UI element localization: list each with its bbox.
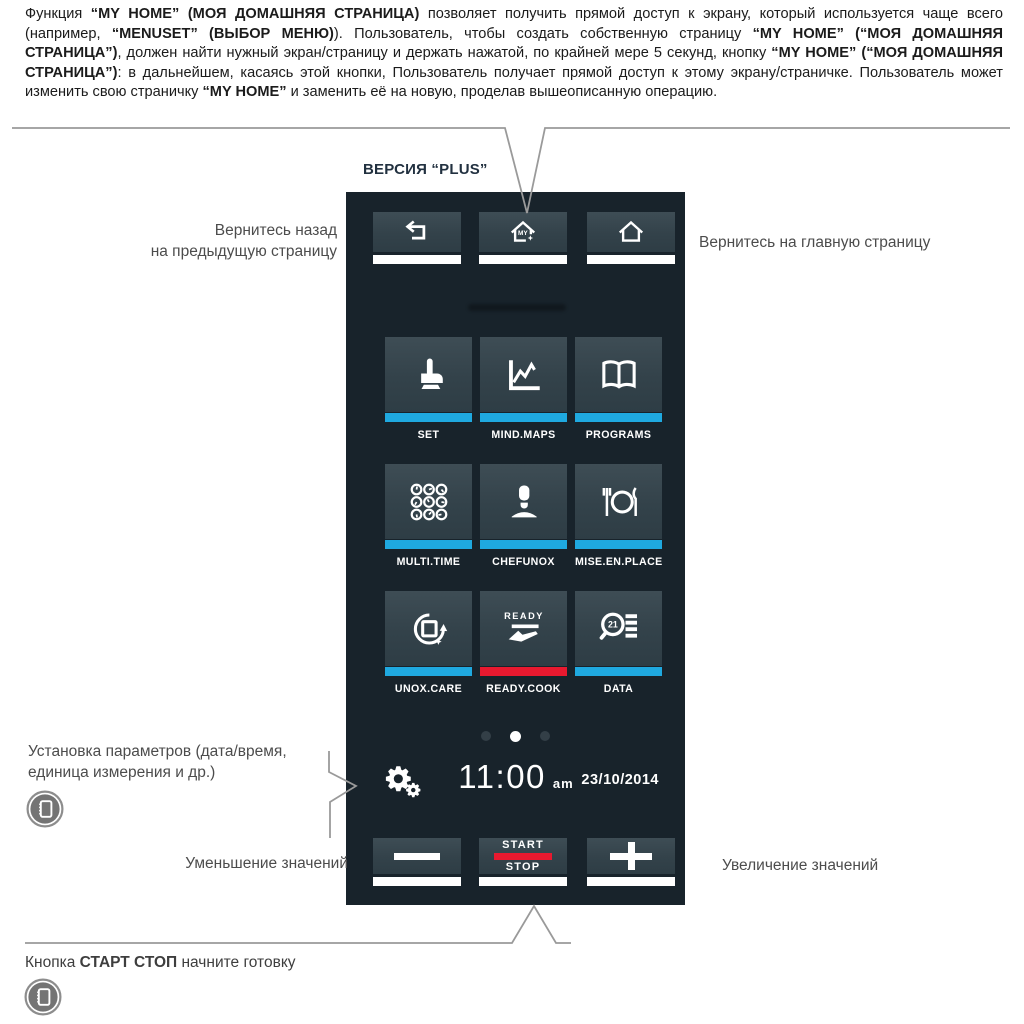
start-stop-button[interactable] <box>479 838 567 886</box>
tile-set[interactable] <box>385 337 472 441</box>
mindmaps-icon <box>501 352 547 398</box>
manual-reference-icon <box>23 977 63 1017</box>
tile-label: DATA <box>603 683 634 695</box>
tile-label: MIND.MAPS <box>491 429 556 441</box>
chefunox-icon <box>501 479 547 525</box>
tile-label: SET <box>417 429 440 441</box>
start-label: START <box>502 838 544 851</box>
tile-mind.maps[interactable] <box>480 337 567 441</box>
minus-icon <box>394 853 440 860</box>
set-icon <box>406 352 452 398</box>
svg-text:MY: MY <box>518 230 528 237</box>
button-underline <box>479 255 567 264</box>
page-dots <box>346 730 685 742</box>
unoxcare-icon <box>406 606 452 652</box>
tile-label: CHEFUNOX <box>492 556 555 568</box>
annotation-decrease: Уменьшение значений <box>185 855 348 872</box>
callout-startstop <box>25 906 571 943</box>
start-stop-red-bar <box>494 853 552 860</box>
clock <box>424 758 608 796</box>
button-underline <box>587 877 675 886</box>
stop-label: STOP <box>505 860 541 873</box>
annotation-params-line1: Установка параметров (дата/время, <box>28 743 287 760</box>
version-label: ВЕРСИЯ “PLUS” <box>363 161 488 178</box>
manual-reference-icon <box>25 789 65 829</box>
tile-label: MULTI.TIME <box>396 556 461 568</box>
intro-paragraph: Функция “MY HOME” (МОЯ ДОМАШНЯЯ СТРАНИЦА) позволяет получить прямой доступ к экрану, который используется чаще всего (например, “MENUSET” (ВЫБОР МЕНЮ)). Пользователь, чтобы создать собственную страницу “MY HOME” (“МОЯ ДОМАШНЯЯ СТРАНИЦА”), должен найти нужный экран/страницу и держать нажатой, по крайней мере 5 секунд, кнопку “MY HOME” (“МОЯ ДОМАШНЯЯ СТРАНИЦА”): в дальнейшем, касаясь этой кнопки, Пользователь получает прямой доступ к этому экрану/страничке. Пользователь может изменить свою страничку “MY HOME” и заменить её на новую, проделав вышеописанную операцию. <box>25 6 1004 101</box>
annotation-home: Вернитесь на главную страницу <box>699 234 931 251</box>
tile-label: READY.COOK <box>486 683 561 695</box>
clock-time: 11:00 <box>458 758 546 795</box>
tile-unox.care[interactable] <box>385 591 472 695</box>
page-dot-0[interactable] <box>481 731 491 741</box>
annotation-start-stop: Кнопка СТАРТ СТОП начните готовку <box>25 954 296 971</box>
decrease-button[interactable] <box>373 838 461 886</box>
tile-underline <box>385 540 472 549</box>
svg-text:21: 21 <box>607 619 618 630</box>
home-button[interactable] <box>587 212 675 264</box>
programs-icon <box>596 352 642 398</box>
tile-underline <box>575 540 662 549</box>
home-icon <box>612 217 650 247</box>
annotation-back <box>151 220 337 262</box>
settings-gear-icon[interactable] <box>383 763 423 798</box>
button-underline <box>587 255 675 264</box>
tile-underline <box>385 667 472 676</box>
tile-data[interactable] <box>575 591 662 695</box>
my-home-icon <box>504 217 542 247</box>
clock-date: 23/10/2014 <box>581 772 659 788</box>
annotation-back-line1: Вернитесь назад <box>214 222 337 239</box>
button-underline <box>373 255 461 264</box>
plus-icon <box>610 842 652 870</box>
multitime-icon <box>406 479 452 525</box>
back-button[interactable] <box>373 212 461 264</box>
annotation-back-line2: на предыдущую страницу <box>150 243 337 260</box>
dataicon-icon <box>596 606 642 652</box>
my-home-button[interactable] <box>479 212 567 264</box>
tile-multi.time[interactable] <box>385 464 472 568</box>
tile-ready.cook[interactable] <box>480 591 567 695</box>
back-icon <box>398 217 436 247</box>
page-dot-1[interactable] <box>510 731 521 742</box>
status-row <box>346 758 685 804</box>
button-underline <box>373 877 461 886</box>
page-dot-2[interactable] <box>540 731 550 741</box>
readycook-icon <box>501 606 547 652</box>
svg-text:READY: READY <box>503 610 544 621</box>
annotation-increase: Увеличение значений <box>722 857 879 874</box>
tile-underline <box>480 413 567 422</box>
increase-button[interactable] <box>587 838 675 886</box>
annotation-params-line2: единица измерения и др.) <box>28 764 216 781</box>
tile-label: PROGRAMS <box>585 429 652 441</box>
tile-label: MISE.EN.PLACE <box>575 556 663 568</box>
button-underline <box>479 877 567 886</box>
tile-chefunox[interactable] <box>480 464 567 568</box>
miseenplace-icon <box>596 479 642 525</box>
tile-underline <box>480 667 567 676</box>
annotation-params <box>28 741 287 783</box>
tile-underline <box>575 667 662 676</box>
clock-meridiem: am <box>552 776 574 791</box>
tile-mise.en.place[interactable] <box>575 464 662 568</box>
tile-label: UNOX.CARE <box>394 683 463 695</box>
tile-underline <box>480 540 567 549</box>
oven-touchscreen-panel <box>346 192 685 905</box>
tile-programs[interactable] <box>575 337 662 441</box>
tile-underline <box>385 413 472 422</box>
faint-screen-text <box>468 304 566 311</box>
tile-underline <box>575 413 662 422</box>
